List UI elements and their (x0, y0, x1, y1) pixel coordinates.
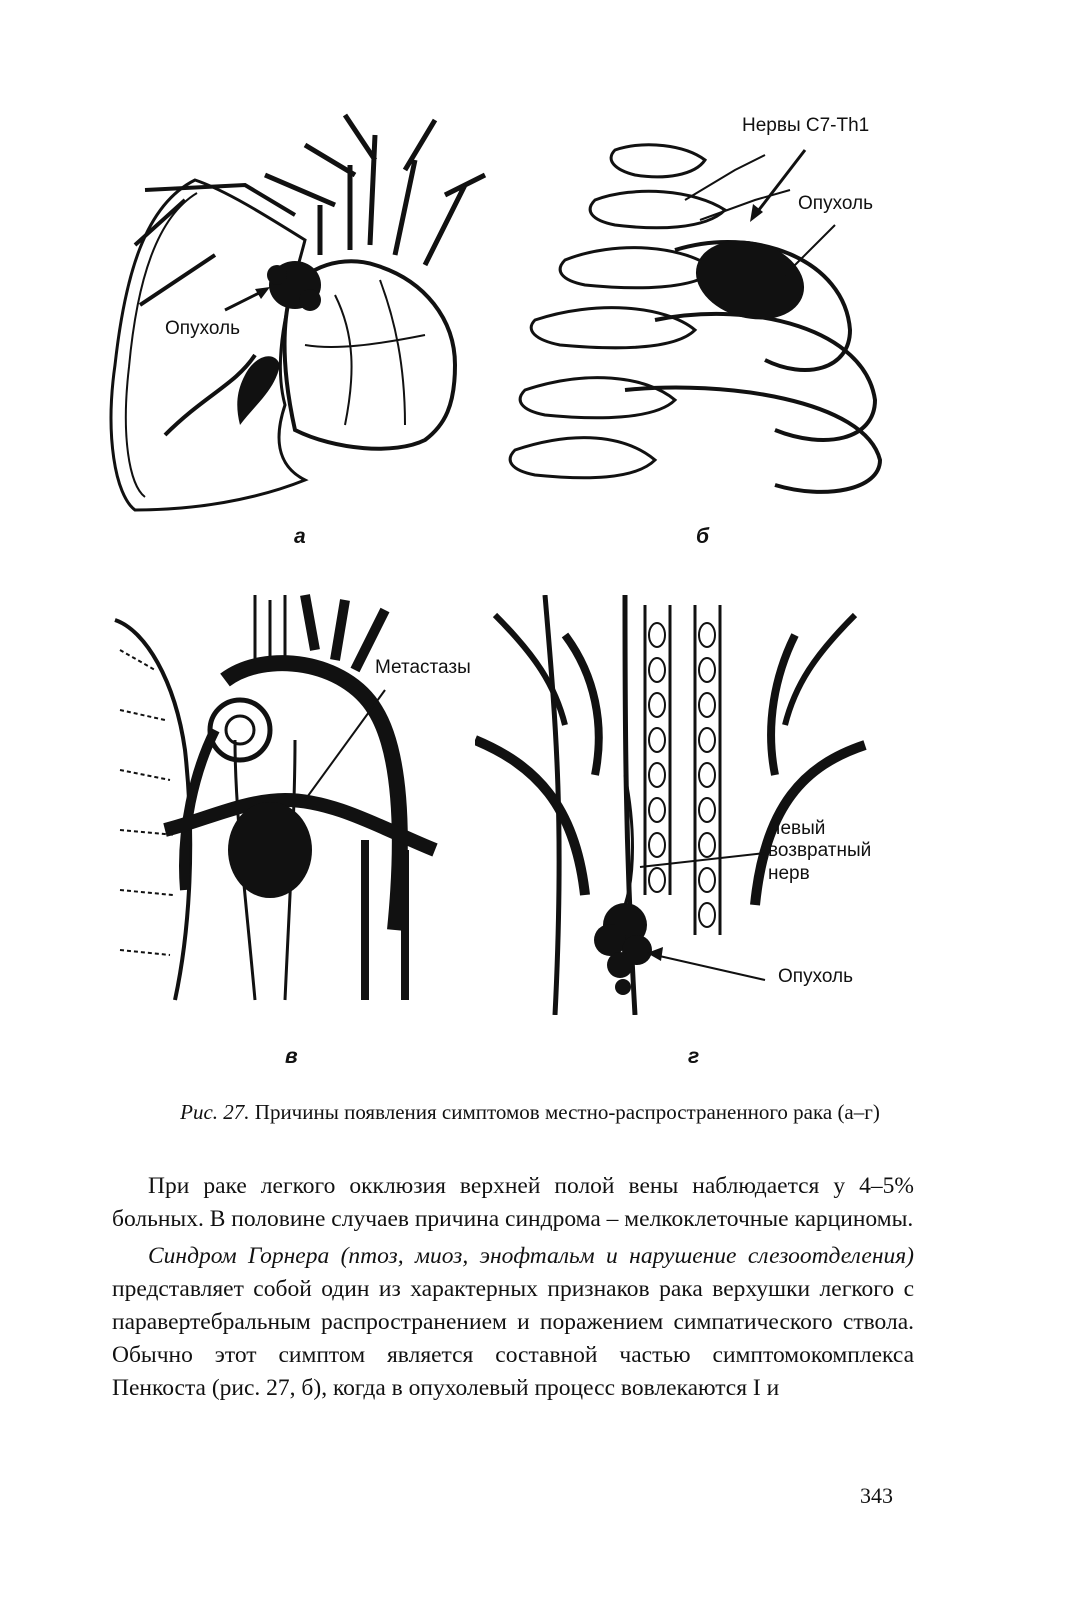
panel-a-tumor-label: Опухоль (165, 318, 240, 339)
panel-d-tumor-label: Опухоль (778, 966, 853, 987)
panel-b-letter: б (696, 525, 710, 548)
panel-b-tumor-label: Опухоль (798, 193, 873, 214)
anatomy-drawing-lung-heart (105, 105, 495, 525)
figure-caption (110, 1098, 950, 1126)
figure-panel-c (105, 590, 490, 1010)
paragraph-2-rest: представляет собой один из характерных признаков рака верхушки легкого с паравертебральным распространением и поражением симпатического ствола. Обычно этот симптом является составной частью симптомокомплекса Пенкоста (рис. 27, б), когда в опухолевый процесс вовлекаются I и (112, 1276, 914, 1401)
figure-panel-d (475, 595, 875, 1015)
anatomy-drawing-spine-ribs (505, 130, 895, 510)
panel-c-metastases-label: Метастазы (375, 657, 471, 678)
figure-number: Рис. 27. (180, 1100, 250, 1124)
anatomy-drawing-aortic-arch (105, 590, 490, 1010)
panel-d-letter: г (688, 1045, 700, 1068)
body-text (112, 1170, 914, 1405)
figure-panel-b (505, 130, 895, 510)
paragraph-2 (112, 1240, 914, 1405)
anatomy-drawing-recurrent-nerve (475, 595, 875, 1015)
paragraph-1: При раке легкого окклюзия верхней полой вены наблюдается у 4–5% больных. В половине случаев причина синдрома – мелкоклеточные карциномы. (112, 1173, 914, 1232)
figure-panel-a (105, 105, 495, 525)
panel-d-nerve-label: Левый возвратный нерв (768, 818, 872, 884)
horner-syndrome-term: Синдром Горнера (птоз, миоз, энофтальм и нарушение слезоотделения) (148, 1243, 914, 1269)
panel-b-nerves-label: Нервы С7-Th1 (742, 115, 870, 136)
page-number: 343 (860, 1483, 893, 1508)
panel-c-letter: в (285, 1045, 298, 1068)
panel-a-letter: а (294, 525, 306, 548)
figure-caption-text: Причины появления симптомов местно-распространенного рака (а–г) (254, 1100, 880, 1124)
